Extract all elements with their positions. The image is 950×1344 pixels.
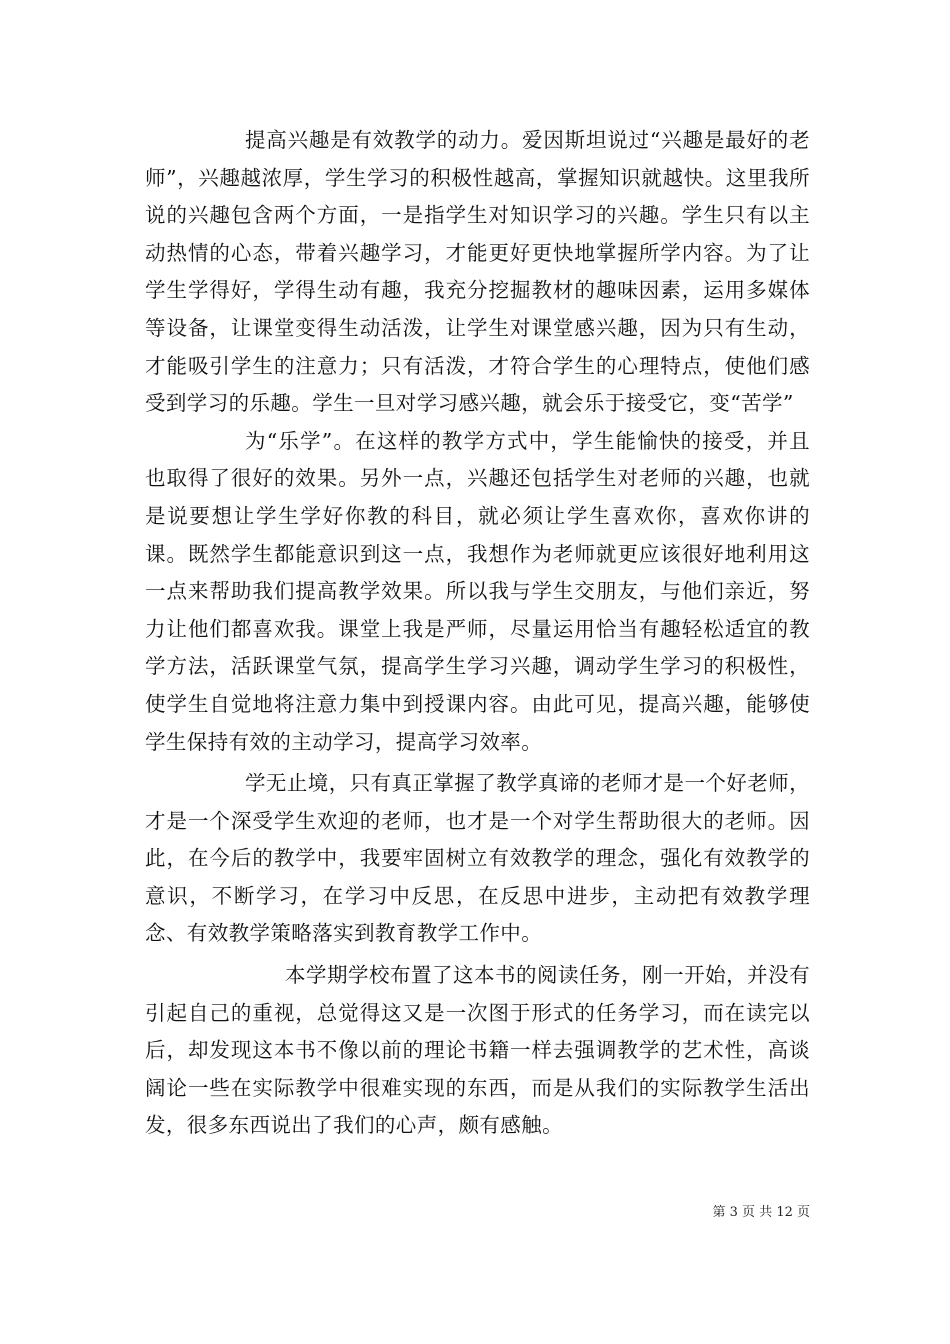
document-body bbox=[145, 122, 810, 1145]
paragraph-endless-learning: 学无止境，只有真正掌握了教学真谛的老师才是一个好老师，才是一个深受学生欢迎的老师，也才是一个对学生帮助很大的老师。因此，在今后的教学中，我要牢固树立有效教学的理念，强化有效教学的意识，不断学习，在学习中反思，在反思中进步，主动把有效教学理念、有效教学策略落实到教育教学工作中。 bbox=[145, 771, 810, 946]
paragraph-interest-motivation: 提高兴趣是有效教学的动力。爱因斯坦说过“兴趣是最好的老师”，兴趣越浓厚，学生学习的积极性越高，掌握知识就越快。这里我所说的兴趣包含两个方面，一是指学生对知识学习的兴趣。学生只有以主动热情的心态，带着兴趣学习，才能更好更快地掌握所学内容。为了让学生学得好，学得生动有趣，我充分挖掘教材的趣味因素，运用多媒体等设备，让课堂变得生动活泼，让学生对课堂感兴趣，因为只有生动，才能吸引学生的注意力；只有活泼，才符合学生的心理特点，使他们感受到学习的乐趣。学生一旦对学习感兴趣，就会乐于接受它，变“苦学” bbox=[145, 128, 810, 416]
paragraph-reading-task: 本学期学校布置了这本书的阅读任务，刚一开始，并没有引起自己的重视，总觉得这又是一次图于形式的任务学习，而在读完以后，却发现这本书不像以前的理论书籍一样去强调教学的艺术性，高谈阔论一些在实际教学中很难实现的东西，而是从我们的实际教学生活出发，很多东西说出了我们的心声，颇有感触。 bbox=[145, 963, 810, 1138]
page-number-footer: 第 3 页 共 12 页 bbox=[712, 1205, 810, 1220]
paragraph-enjoy-learning: 为“乐学”。在这样的教学方式中，学生能愉快的接受，并且也取得了很好的效果。另外一点，兴趣还包括学生对老师的兴趣，也就是说要想让学生学好你教的科目，就必须让学生喜欢你，喜欢你讲的课。既然学生都能意识到这一点，我想作为老师就更应该很好地利用这一点来帮助我们提高教学效果。所以我与学生交朋友，与他们亲近，努力让他们都喜欢我。课堂上我是严师，尽量运用恰当有趣轻松适宜的教学方法，活跃课堂气氛，提高学生学习兴趣，调动学生学习的积极性，使学生自觉地将注意力集中到授课内容。由此可见，提高兴趣，能够使学生保持有效的主动学习，提高学习效率。 bbox=[145, 428, 810, 754]
